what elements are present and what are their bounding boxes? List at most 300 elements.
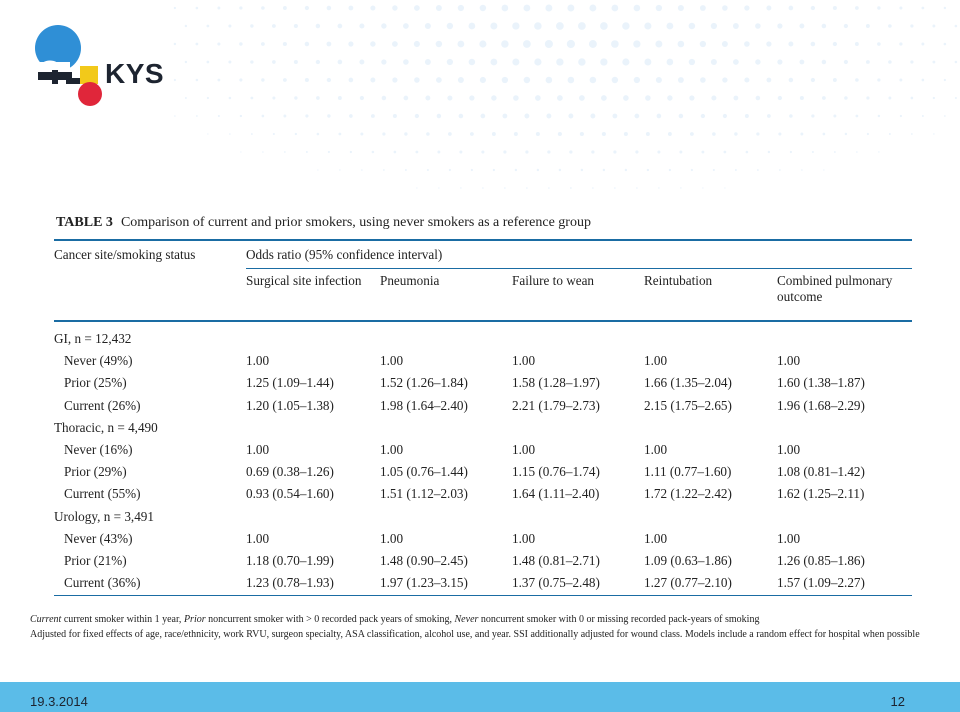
decor-dot: [185, 25, 187, 27]
decor-dot: [195, 43, 198, 46]
decor-dot: [490, 23, 497, 30]
decor-dot: [591, 150, 594, 153]
decor-dot: [789, 6, 794, 11]
decor-dot: [415, 114, 419, 118]
decor-dot: [317, 133, 320, 136]
decor-dot: [788, 42, 793, 47]
decor-dot: [284, 151, 286, 153]
column-header: Reintubation: [644, 269, 777, 322]
decor-dot: [702, 187, 703, 188]
decor-dot: [469, 59, 476, 66]
decor-dot: [447, 59, 453, 65]
decor-dot: [878, 151, 879, 152]
decor-dot: [635, 150, 638, 153]
decor-dot: [437, 114, 441, 118]
decor-dot: [658, 187, 659, 188]
decor-dot: [436, 5, 442, 11]
decor-dot: [272, 24, 276, 28]
table-row: [54, 350, 912, 372]
decor-dot: [261, 6, 265, 10]
decor-dot: [689, 59, 695, 65]
decor-dot: [579, 95, 585, 101]
decor-dot: [502, 5, 509, 12]
decor-dot: [458, 77, 464, 83]
table-cell: 1.96 (1.68–2.29): [777, 397, 865, 413]
footnote-adjustment: Adjusted for fixed effects of age, race/ethnicity, work RVU, surgeon specialty, ASA classification, alcohol use, and year. SSI additionally adjusted for wound class. Models include a random effect for hospital when possible: [30, 629, 920, 640]
decor-dot: [523, 40, 531, 48]
decor-dot: [899, 79, 902, 82]
decor-dot: [272, 60, 276, 64]
decor-dot: [425, 96, 430, 101]
table-cell: 1.00: [380, 441, 404, 457]
table-title: Comparison of current and prior smokers, using never smokers as a reference group: [120, 215, 591, 230]
decor-dot: [855, 6, 859, 10]
decor-dot: [481, 114, 486, 119]
decor-dot: [338, 96, 342, 100]
decor-dot: [217, 42, 220, 45]
decor-dot: [534, 22, 542, 30]
decor-dot: [778, 132, 781, 135]
row-label: Current (36%): [64, 575, 141, 591]
decor-dot: [545, 5, 552, 12]
table-caption: [56, 213, 912, 233]
decor-dot: [955, 25, 958, 28]
table-cell: 1.00: [246, 441, 270, 457]
decor-dot: [261, 78, 264, 81]
decor-dot: [471, 169, 473, 171]
decor-dot: [779, 169, 781, 171]
decor-dot: [933, 97, 935, 99]
footer-bar: [0, 682, 960, 712]
group-label: Urology, n = 3,491: [54, 508, 154, 524]
decor-dot: [272, 96, 275, 99]
decor-dot: [712, 132, 716, 136]
decor-dot: [744, 77, 749, 82]
decor-dot: [910, 24, 913, 27]
table-label: TABLE 3: [56, 215, 113, 230]
decor-dot: [458, 5, 464, 11]
decor-dot: [251, 133, 253, 135]
row-label: Current (55%): [64, 486, 141, 502]
table-cell: 1.18 (0.70–1.99): [246, 553, 334, 569]
decor-dot: [459, 150, 462, 153]
decor-dot: [526, 187, 528, 189]
decor-dot: [567, 5, 574, 12]
decor-dot: [657, 150, 660, 153]
decor-dot: [611, 40, 619, 48]
table-cell: 1.08 (0.81–1.42): [777, 464, 865, 480]
decor-dot: [623, 95, 629, 101]
decor-dot: [844, 24, 848, 28]
decor-dot: [622, 22, 629, 29]
decor-dot: [866, 96, 869, 99]
decor-dot: [338, 133, 341, 136]
decor-dot: [634, 5, 641, 12]
decor-dot: [799, 60, 804, 65]
decor-dot: [546, 114, 551, 119]
decor-dot: [745, 114, 749, 118]
decor-dot: [722, 5, 728, 11]
decor-dot: [327, 6, 332, 11]
decor-dot: [790, 151, 792, 153]
decor-dot: [338, 60, 343, 65]
decor-dot: [766, 78, 771, 83]
decor-dot: [855, 42, 859, 46]
table-cell: 1.51 (1.12–2.03): [380, 486, 468, 502]
decor-dot: [622, 58, 629, 65]
table-cell: 1.66 (1.35–2.04): [644, 375, 732, 391]
decor-dot: [469, 23, 476, 30]
table-cell: 1.05 (0.76–1.44): [380, 464, 468, 480]
table-cell: 1.37 (0.75–2.48): [512, 575, 600, 591]
decor-dot: [689, 95, 694, 100]
decor-dot: [229, 97, 232, 100]
spanner-header: Odds ratio (95% confidence interval): [246, 241, 912, 269]
decor-dot: [689, 23, 696, 30]
decor-dot: [294, 96, 297, 99]
decor-dot: [372, 151, 375, 154]
decor-dot: [414, 41, 420, 47]
decor-dot: [766, 6, 771, 11]
table-cell: 1.00: [246, 353, 270, 368]
decor-dot: [283, 115, 286, 118]
decor-dot: [922, 115, 924, 117]
column-header: Surgical site infection: [246, 269, 380, 322]
decor-dot: [822, 24, 827, 29]
decor-dot: [932, 61, 935, 64]
table-cell: 1.00: [644, 441, 668, 457]
decor-dot: [823, 169, 824, 170]
decor-dot: [944, 43, 947, 46]
decor-dot: [294, 60, 298, 64]
table-3: [54, 213, 912, 596]
decor-dot: [316, 96, 320, 100]
decor-dot: [327, 114, 330, 117]
footnote-term: Current: [30, 614, 62, 625]
decor-dot: [889, 133, 891, 135]
decor-dot: [480, 77, 486, 83]
decor-dot: [174, 115, 176, 117]
decor-dot: [392, 5, 397, 10]
decor-dot: [556, 58, 563, 65]
decor-dot: [460, 187, 461, 188]
group-label: Thoracic, n = 4,490: [54, 419, 158, 435]
decor-dot: [878, 115, 880, 117]
decor-dot: [261, 42, 265, 46]
decor-dot: [755, 23, 761, 29]
decor-dot: [911, 133, 913, 135]
decor-dot: [866, 60, 870, 64]
table-cell: 0.69 (0.38–1.26): [246, 464, 334, 480]
decor-dot: [834, 151, 836, 153]
decor-dot: [382, 132, 385, 135]
decor-dot: [481, 150, 484, 153]
decor-dot: [504, 187, 506, 189]
decor-dot: [381, 59, 386, 64]
decor-dot: [502, 114, 507, 119]
footnote-term: Prior: [183, 614, 206, 625]
decor-dot: [944, 79, 946, 81]
decor-dot: [502, 77, 508, 83]
table-cell: 1.23 (0.78–1.93): [246, 575, 334, 591]
decor-dot: [240, 151, 241, 152]
decor-dot: [735, 169, 737, 171]
decor-dot: [447, 23, 453, 29]
table-cell: 1.00: [512, 441, 536, 457]
decor-dot: [789, 78, 794, 83]
decor-dot: [701, 151, 704, 154]
decor-dot: [910, 60, 913, 63]
table-cell: 1.00: [246, 530, 270, 546]
decor-dot: [647, 169, 649, 171]
group-row: [54, 321, 912, 350]
decor-dot: [382, 96, 386, 100]
row-label: Prior (21%): [64, 553, 127, 569]
decor-dot: [228, 24, 231, 27]
table-row: [54, 572, 912, 594]
decor-dot: [492, 132, 496, 136]
decor-dot: [921, 43, 924, 46]
decor-dot: [701, 114, 705, 118]
decor-dot: [822, 60, 826, 64]
decor-dot: [823, 133, 826, 136]
row-label: Never (16%): [64, 441, 133, 457]
decor-dot: [833, 6, 837, 10]
decor-dot: [491, 95, 496, 100]
decor-dot: [218, 115, 220, 117]
decor-dot: [844, 96, 848, 100]
decor-dot: [955, 61, 958, 64]
decor-dot: [755, 59, 760, 64]
decor-dot: [546, 77, 553, 84]
decor-dot: [534, 58, 541, 65]
decor-dot: [427, 169, 429, 171]
footer-date: 19.3.2014: [30, 694, 88, 709]
table-cell: 1.64 (1.11–2.40): [512, 486, 600, 502]
table-cell: 1.00: [777, 530, 801, 546]
decor-dot: [349, 114, 353, 118]
decor-dot: [911, 97, 914, 100]
decor-dot: [645, 95, 651, 101]
decor-dot: [856, 115, 859, 118]
decor-dot: [338, 24, 343, 29]
row-label: Never (43%): [64, 530, 133, 546]
decor-dot: [415, 151, 418, 154]
decor-dot: [405, 169, 407, 171]
decor-dot: [536, 132, 540, 136]
decor-dot: [633, 40, 640, 47]
decor-dot: [349, 78, 354, 83]
table-cell: 1.00: [512, 353, 536, 368]
table-cell: 0.93 (0.54–1.60): [246, 486, 334, 502]
column-header: Failure to wean: [512, 269, 644, 322]
decor-dot: [360, 96, 364, 100]
decor-dot: [250, 24, 253, 27]
decor-dot: [381, 23, 386, 28]
decor-dot: [501, 40, 508, 47]
decor-dot: [768, 151, 770, 153]
decor-dot: [558, 132, 562, 136]
decor-dot: [592, 187, 594, 189]
decor-dot: [447, 95, 452, 100]
table-cell: 1.00: [777, 441, 801, 457]
table-cell: 1.20 (1.05–1.38): [246, 397, 334, 413]
decor-dot: [855, 78, 859, 82]
decor-dot: [547, 150, 550, 153]
decor-dot: [537, 169, 539, 171]
decor-dot: [723, 114, 727, 118]
decor-dot: [666, 23, 673, 30]
decor-dot: [569, 150, 572, 153]
decor-dot: [722, 41, 728, 47]
table-row: [54, 439, 912, 461]
decor-dot: [239, 6, 242, 9]
decor-dot: [624, 132, 628, 136]
decor-dot: [404, 96, 409, 101]
table-cell: 1.48 (0.81–2.71): [512, 553, 600, 569]
decor-dot: [457, 41, 464, 48]
table-cell: 1.15 (0.76–1.74): [512, 464, 600, 480]
decor-dot: [556, 22, 564, 30]
decor-dot: [568, 77, 575, 84]
decor-dot: [656, 5, 662, 11]
decor-dot: [822, 96, 826, 100]
odds-ratio-table: [54, 241, 912, 595]
decor-dot: [370, 5, 375, 10]
decor-dot: [800, 96, 804, 100]
decor-dot: [306, 151, 308, 153]
table-cell: 1.00: [380, 353, 404, 368]
decor-dot: [866, 24, 870, 28]
decor-dot: [196, 7, 199, 10]
decor-dot: [756, 96, 761, 101]
decor-dot: [350, 151, 352, 153]
table-cell: 1.00: [380, 530, 404, 546]
decor-dot: [767, 114, 771, 118]
table-cell: 1.60 (1.38–1.87): [777, 375, 865, 391]
row-label: Never (49%): [64, 353, 133, 368]
table-row: [54, 528, 912, 550]
decor-dot: [545, 40, 553, 48]
decor-dot: [414, 77, 420, 83]
table-cell: 1.25 (1.09–1.44): [246, 375, 334, 391]
slide-number: 12: [890, 694, 905, 709]
decor-dot: [667, 59, 674, 66]
footnote-definitions: Current current smoker within 1 year, Prior noncurrent smoker with > 0 recorded pack years of smoking, Never noncurrent smoker with 0 or missing recorded pack-years of smoking: [30, 614, 760, 625]
decor-dot: [679, 151, 682, 154]
decor-dot: [449, 169, 451, 171]
decor-dot: [437, 151, 440, 154]
stub-header: Cancer site/smoking status: [54, 247, 196, 262]
table-cell: 1.52 (1.26–1.84): [380, 375, 468, 391]
decor-dot: [900, 115, 902, 117]
decor-dot: [403, 59, 409, 65]
decor-dot: [414, 5, 420, 11]
decor-dot: [283, 42, 287, 46]
table-cell: 1.57 (1.09–2.27): [777, 575, 865, 591]
decor-dot: [899, 6, 902, 9]
decor-dot: [700, 77, 706, 83]
decor-dot: [392, 41, 398, 47]
decor-dot: [845, 133, 847, 135]
decor-dot: [777, 59, 782, 64]
decor-dot: [470, 132, 474, 136]
decor-dot: [635, 114, 640, 119]
decor-dot: [601, 95, 607, 101]
decor-dot: [944, 115, 946, 117]
decor-dot: [932, 25, 935, 28]
decor-dot: [757, 169, 759, 171]
decor-dot: [480, 5, 486, 11]
decor-dot: [691, 169, 693, 171]
group-label: GI, n = 12,432: [54, 331, 132, 346]
decor-dot: [174, 79, 176, 81]
logo-text: KYS: [105, 58, 165, 89]
decor-dot: [567, 40, 575, 48]
table-cell: 1.00: [644, 353, 668, 368]
decor-dot: [789, 114, 793, 118]
decor-dot: [590, 114, 595, 119]
decor-dot: [557, 95, 563, 101]
decor-dot: [370, 78, 375, 83]
decor-dot: [436, 41, 442, 47]
table-row: [54, 461, 912, 483]
decor-dot: [589, 5, 596, 12]
decor-dot: [801, 169, 803, 171]
decor-dot: [512, 58, 519, 65]
decor-dot: [657, 114, 662, 119]
decor-dot: [678, 41, 685, 48]
decor-dot: [690, 132, 694, 136]
decor-dot: [581, 169, 583, 171]
decor-dot: [733, 23, 739, 29]
decor-dot: [667, 95, 672, 100]
decor-dot: [724, 187, 725, 188]
table-cell: 1.00: [777, 353, 801, 368]
row-label: Prior (25%): [64, 375, 127, 391]
table-cell: 1.00: [644, 530, 668, 546]
decor-dot: [634, 77, 640, 83]
decor-dot: [711, 23, 717, 29]
decor-dot: [392, 77, 397, 82]
decor-dot: [612, 114, 617, 119]
decor-dot: [359, 60, 364, 65]
decor-dot: [602, 132, 606, 136]
decor-dot: [811, 114, 814, 117]
decor-dot: [273, 133, 275, 135]
decor-dot: [744, 41, 750, 47]
decor-dot: [589, 40, 597, 48]
decor-dot: [944, 7, 946, 9]
decor-dot: [655, 41, 662, 48]
decor-dot: [877, 6, 880, 9]
decor-dot: [933, 133, 934, 134]
decor-dot: [359, 23, 364, 28]
decor-dot: [283, 78, 287, 82]
decor-dot: [525, 150, 528, 153]
column-header-row: [54, 269, 912, 322]
decor-dot: [722, 77, 727, 82]
decor-dot: [327, 78, 331, 82]
decor-dot: [656, 77, 662, 83]
table-cell: 1.48 (0.90–2.45): [380, 553, 468, 569]
table-cell: 1.09 (0.63–1.86): [644, 553, 732, 569]
decor-dot: [185, 61, 187, 63]
decor-dot: [535, 95, 541, 101]
decor-dot: [877, 42, 881, 46]
decor-dot: [733, 96, 738, 101]
decor-dot: [777, 23, 782, 28]
